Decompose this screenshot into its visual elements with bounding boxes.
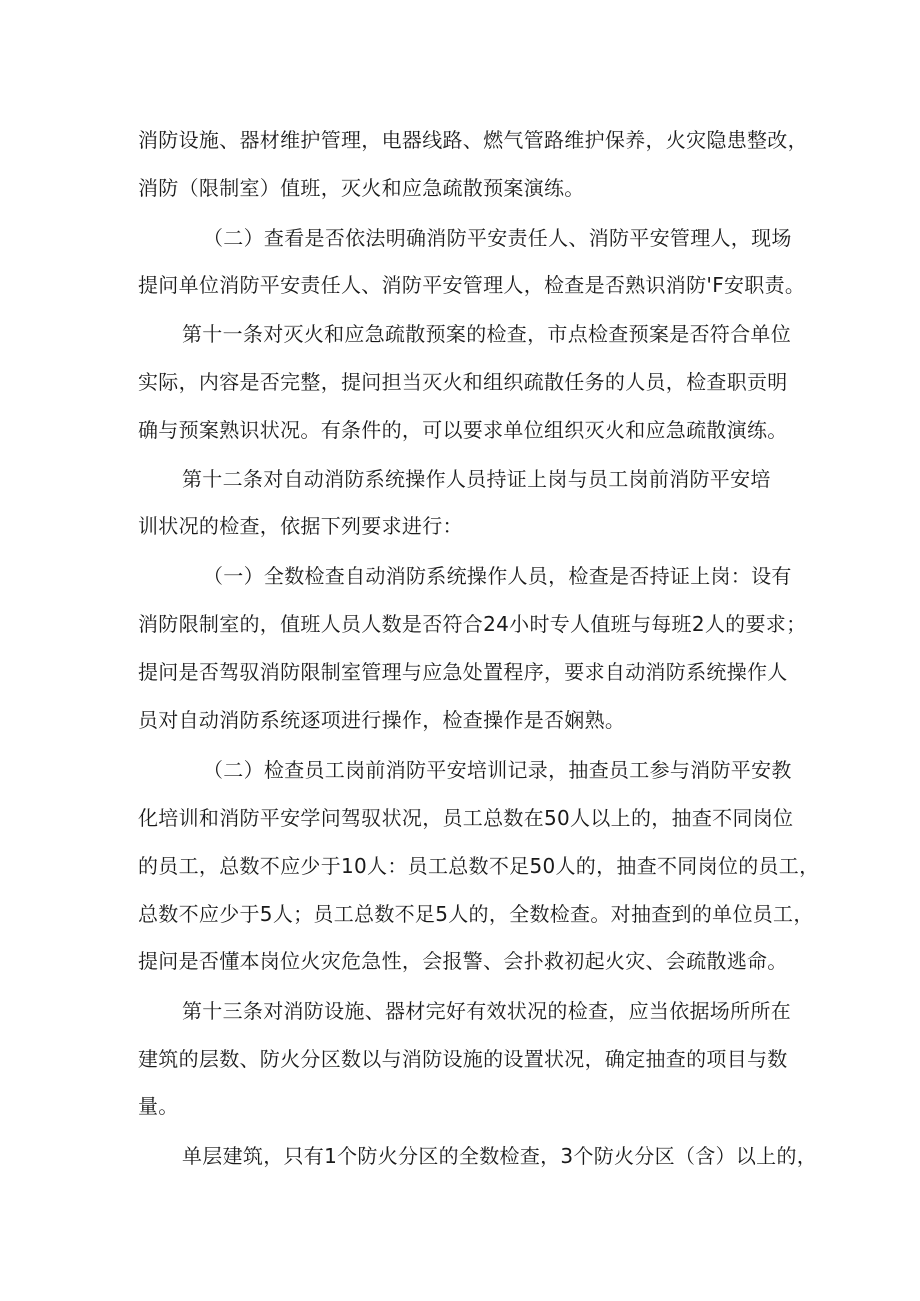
text-line: 消防设施、器材维护管理，电器线路、燃气管路维护保养，火灾隐患整改， (138, 128, 808, 152)
text-line: 量。 (138, 1094, 179, 1118)
text-line: 提问单位消防平安责任人、消防平安管理人，检查是否熟识消防'F安职责。 (138, 273, 806, 297)
text-line: 消防限制室的，值班人员人数是否符合24小时专人值班与每班2人的要求； (138, 612, 807, 636)
text-line: 实际，内容是否完整，提问担当灭火和组织疏散任务的人员，检查职贡明 (138, 370, 788, 394)
text-line: 消防（限制室）值班，灭火和应急疏散预案演练。 (138, 176, 585, 200)
text-line: 第十三条对消防设施、器材完好有效状况的检查，应当依据场所所在 (182, 999, 791, 1023)
text-line: 提问是否懂本岗位火灾危急性，会报警、会扑救初起火灾、会疏散逃命。 (138, 949, 788, 973)
text-line: 员对自动消防系统逐项进行操作，检查操作是否娴熟。 (138, 708, 626, 732)
text-line: 的员工，总数不应少于10人：员工总数不足50人的，抽查不同岗位的员工， (138, 854, 820, 878)
text-line: （一）全数检查自动消防系统操作人员，检查是否持证上岗：设有 (203, 564, 792, 588)
text-line: 单层建筑，只有1个防火分区的全数检查，3个防火分区（含）以上的， (182, 1144, 818, 1168)
text-line: 第十一条对灭火和应急疏散预案的检查，市点检查预案是否符合单位 (182, 322, 791, 346)
text-line: 确与预案熟识状况。有条件的，可以要求单位组织灭火和应急疏散演练。 (138, 418, 788, 442)
text-line: （二）查看是否依法明确消防平安责任人、消防平安管理人，现场 (203, 226, 792, 250)
text-line: 第十二条对自动消防系统操作人员持证上岗与员工岗前消防平安培 (182, 467, 771, 491)
text-line: （二）检查员工岗前消防平安培训记录，抽查员工参与消防平安教 (203, 758, 792, 782)
text-line: 训状况的检查，依据下列要求进行： (138, 514, 463, 538)
text-line: 总数不应少于5人；员工总数不足5人的，全数检查。对抽查到的单位员工， (138, 902, 814, 926)
text-line: 提问是否驾驭消防限制室管理与应急处置程序，要求自动消防系统操作人 (138, 660, 788, 684)
text-line: 建筑的层数、防火分区数以与消防设施的设置状况，确定抽查的项目与数 (138, 1047, 788, 1071)
text-line: 化培训和消防平安学问驾驭状况，员工总数在50人以上的，抽查不同岗位 (138, 806, 794, 830)
